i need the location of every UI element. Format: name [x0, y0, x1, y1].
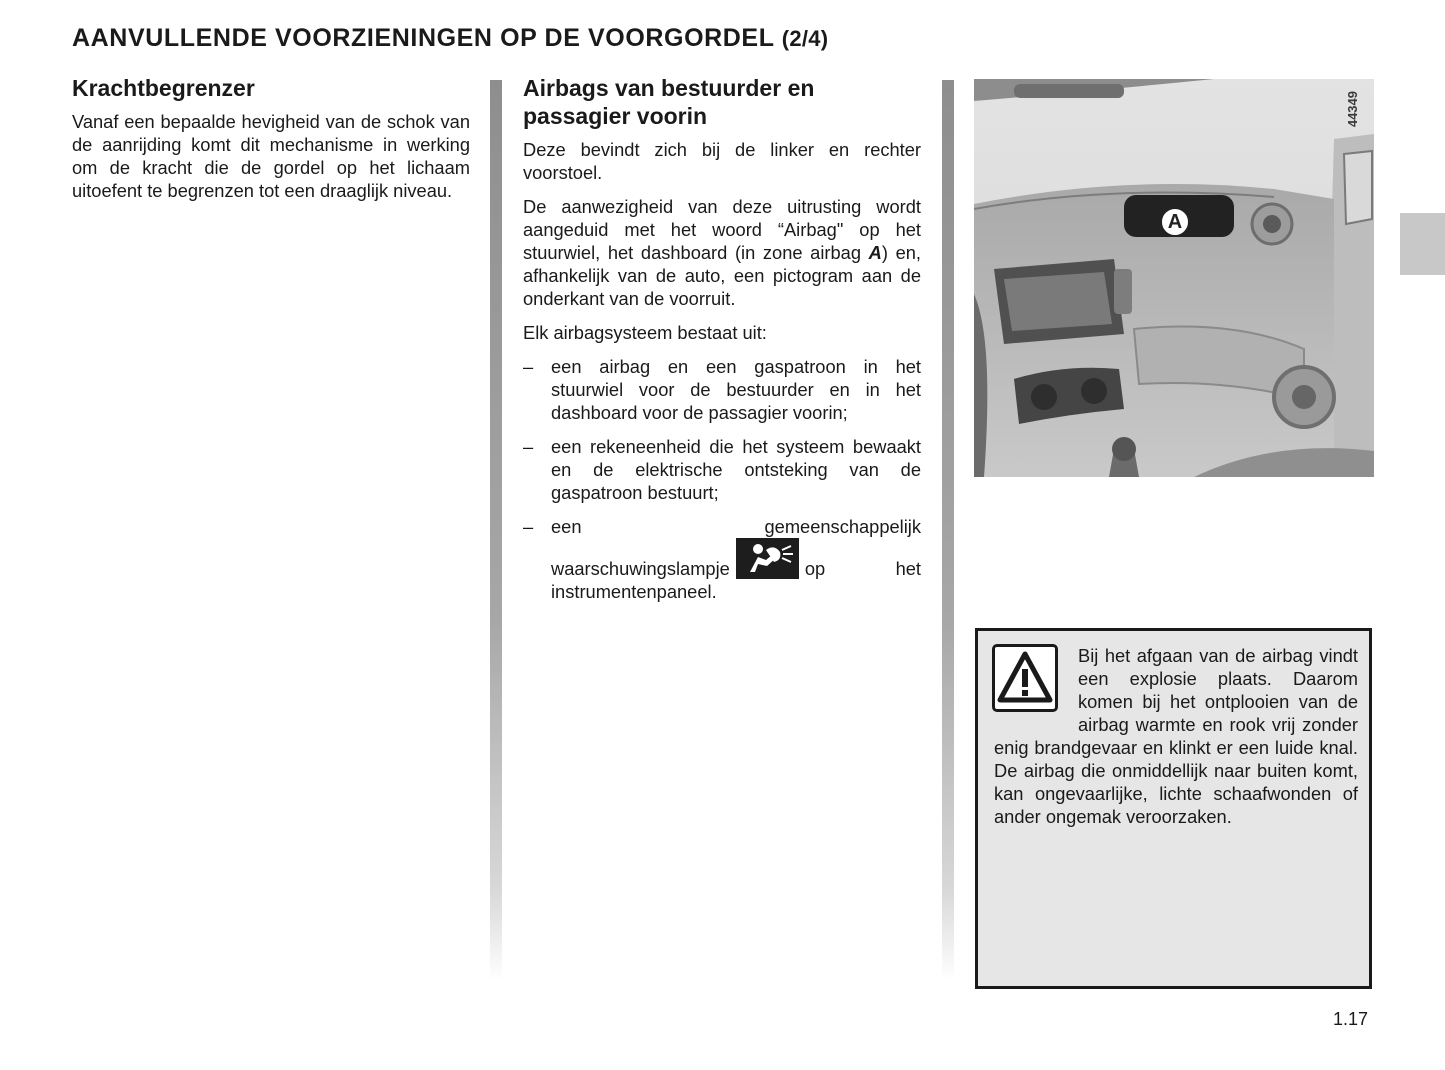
bullet-dash: – — [523, 356, 534, 377]
list-item — [523, 515, 921, 603]
list-item-text-end: op het instrumentenpaneel. — [551, 558, 921, 602]
airbags-heading-line1: Airbags van bestuurder en — [523, 75, 815, 101]
airbags-heading-line2: passagier voorin — [523, 103, 708, 129]
warning-box — [975, 628, 1372, 989]
list-item-text: een airbag en een gaspatroon in het stuurwiel voor de bestuurder en in het dashboard voor de passagier voorin; — [551, 356, 921, 423]
indication-text-end: ) en, afhankelijk van de auto, een pictogram aan de onderkant van de voorruit. — [523, 242, 921, 309]
left-column — [72, 74, 470, 213]
column-divider-left — [490, 80, 502, 980]
dashboard-airbag-photo — [974, 79, 1374, 477]
section-heading-krachtbegrenzer: Krachtbegrenzer — [72, 75, 255, 101]
page-title — [72, 24, 828, 53]
airbags-indication-paragraph — [523, 195, 921, 310]
zone-a-marker: A — [1160, 207, 1190, 237]
list-item — [523, 355, 921, 424]
middle-column — [523, 74, 921, 614]
section-heading-airbags — [523, 74, 921, 130]
airbag-warning-light-icon — [736, 538, 799, 579]
list-item-text-start: een gemeenschappelijk waarschuwingslampje — [551, 516, 921, 579]
list-item — [523, 435, 921, 504]
page-title-text: AANVULLENDE VOORZIENINGEN OP DE VOORGORDEL — [72, 24, 775, 52]
warning-text — [994, 644, 1358, 828]
list-item-text: een rekeneenheid die het systeem bewaakt en de elektrische ontsteking van de gaspatroon bestuurt; — [551, 436, 921, 503]
page-number: 1.17 — [1333, 1009, 1369, 1029]
chapter-tab — [1400, 213, 1445, 275]
airbag-components-list — [523, 355, 921, 603]
warning-message: Bij het afgaan van de airbag vindt een explosie plaats. Daarom komen bij het ontplooien van de airbag warmte en rook vrij zonder enig brandgevaar en klinkt er een luide knal. De airbag die onmiddellijk naar buiten komt, kan ongevaarlijke, lichte schaafwonden of ander ongemak veroorzaken. — [994, 645, 1358, 827]
zone-label: A — [868, 242, 882, 263]
indication-text-start: De aanwezigheid van deze uitrusting wordt aangeduid met het woord “Airbag" op het stuurwiel, het dashboard (in zone airbag — [523, 196, 921, 263]
bullet-dash: – — [523, 436, 534, 457]
column-divider-right — [942, 80, 954, 980]
page-title-part: (2/4) — [781, 26, 829, 51]
krachtbegrenzer-paragraph: Vanaf een bepaalde hevigheid van de schok van de aanrijding komt dit mechanisme in werking om de kracht die de gordel op het lichaam uitoefent te begrenzen tot een draaglijk niveau. — [72, 111, 470, 201]
airbags-system-intro: Elk airbagsysteem bestaat uit: — [523, 322, 767, 343]
airbags-location-paragraph: Deze bevindt zich bij de linker en rechter voorstoel. — [523, 139, 921, 183]
figure-number: 44349 — [1345, 91, 1360, 128]
bullet-dash: – — [523, 516, 534, 537]
